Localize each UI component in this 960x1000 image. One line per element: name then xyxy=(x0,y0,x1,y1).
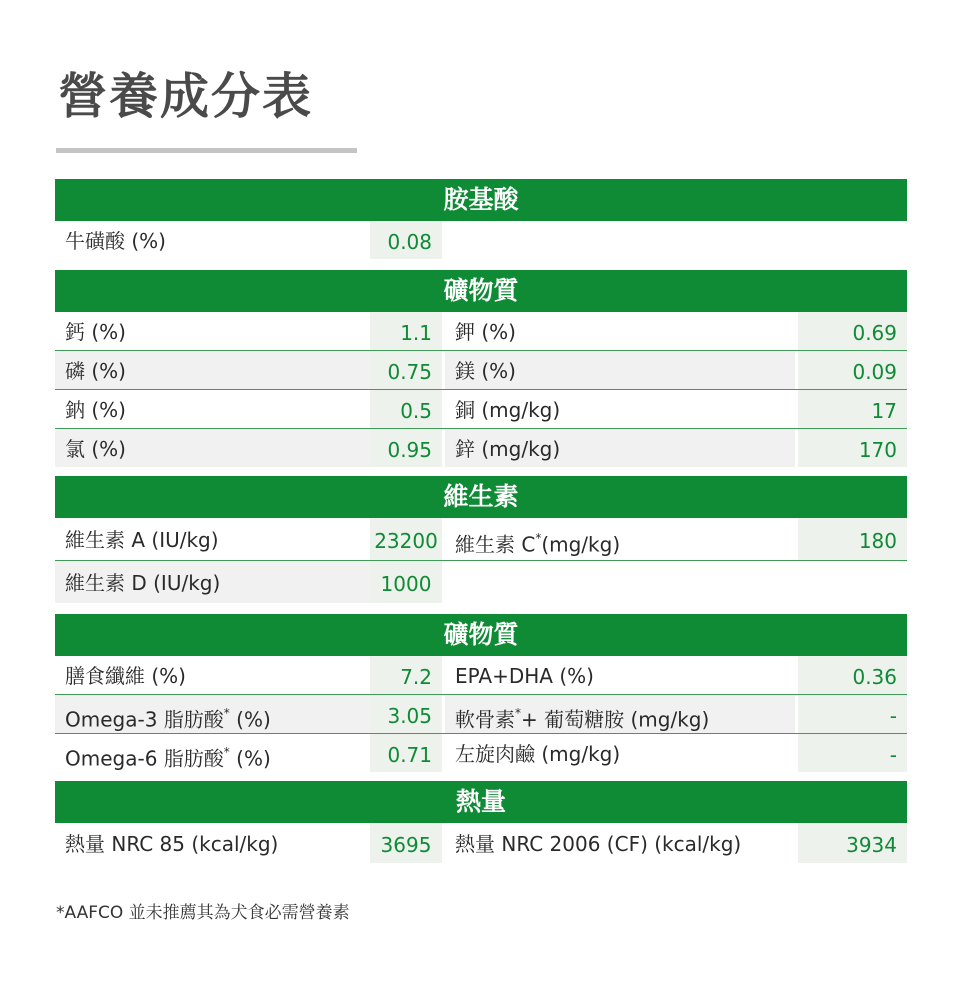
calcium-value: 1.1 xyxy=(370,312,442,350)
table-row xyxy=(55,518,907,561)
table-row xyxy=(55,695,907,734)
vitamin-a-value: 23200 xyxy=(370,518,442,560)
carnitine-value: - xyxy=(798,734,907,772)
potassium-value: 0.69 xyxy=(798,312,907,350)
energy-nrc2006-value: 3934 xyxy=(798,823,907,863)
table-row xyxy=(55,221,907,259)
sodium-value: 0.5 xyxy=(370,390,442,428)
chlorine-value: 0.95 xyxy=(370,429,442,467)
vitamin-d-value: 1000 xyxy=(370,561,442,603)
section-header-minerals: 礦物質 xyxy=(55,270,907,312)
table-row xyxy=(55,734,907,772)
chondroitin-value: - xyxy=(798,695,907,733)
epa-dha-value: 0.36 xyxy=(798,656,907,694)
phosphorus-label: 磷 (%) xyxy=(55,351,370,389)
magnesium-label: 鎂 (%) xyxy=(445,351,795,389)
title-underline xyxy=(56,148,357,153)
sodium-label: 鈉 (%) xyxy=(65,398,126,422)
omega6-label: Omega-6 脂肪酸* (%) xyxy=(65,745,271,771)
table-row xyxy=(55,312,907,351)
taurine-value: 0.08 xyxy=(370,221,442,259)
energy-nrc2006-label: 熱量 NRC 2006 (CF) (kcal/kg) xyxy=(455,832,742,856)
chondroitin-label: 軟骨素*+ 葡萄糖胺 (mg/kg) xyxy=(445,695,795,733)
table-row xyxy=(55,561,907,603)
fiber-value: 7.2 xyxy=(370,656,442,694)
chlorine-label: 氯 (%) xyxy=(55,429,370,467)
vitamin-c-value: 180 xyxy=(798,518,907,560)
vitamin-d-label: 維生素 D (IU/kg) xyxy=(55,561,370,603)
vitamin-c-label: 維生素 C*(mg/kg) xyxy=(455,531,621,557)
copper-label: 銅 (mg/kg) xyxy=(455,398,561,422)
energy-nrc85-value: 3695 xyxy=(370,823,442,863)
energy-nrc85-label: 熱量 NRC 85 (kcal/kg) xyxy=(65,832,279,856)
footnote: *AAFCO 並未推薦其為犬食必需營養素 xyxy=(56,903,350,923)
omega3-label: Omega-3 脂肪酸* (%) xyxy=(55,695,370,733)
phosphorus-value: 0.75 xyxy=(370,351,442,389)
zinc-label: 鋅 (mg/kg) xyxy=(445,429,795,467)
carnitine-label: 左旋肉鹼 (mg/kg) xyxy=(455,742,621,766)
calcium-label: 鈣 (%) xyxy=(65,320,126,344)
magnesium-value: 0.09 xyxy=(798,351,907,389)
section-header-energy: 熱量 xyxy=(55,781,907,823)
omega3-value: 3.05 xyxy=(370,695,442,733)
section-header-other-nutrients: 礦物質 xyxy=(55,614,907,656)
section-header-amino-acids: 胺基酸 xyxy=(55,179,907,221)
section-header-vitamins: 維生素 xyxy=(55,476,907,518)
table-row xyxy=(55,823,907,863)
taurine-label: 牛磺酸 (%) xyxy=(65,229,166,253)
table-row xyxy=(55,351,907,390)
table-row xyxy=(55,429,907,467)
page-title: 營養成分表 xyxy=(58,68,314,125)
omega6-value: 0.71 xyxy=(370,734,442,772)
table-row xyxy=(55,390,907,429)
table-row xyxy=(55,656,907,695)
potassium-label: 鉀 (%) xyxy=(455,320,516,344)
vitamin-a-label: 維生素 A (IU/kg) xyxy=(65,528,219,552)
zinc-value: 170 xyxy=(798,429,907,467)
copper-value: 17 xyxy=(798,390,907,428)
epa-dha-label: EPA+DHA (%) xyxy=(455,664,594,688)
fiber-label: 膳食纖維 (%) xyxy=(65,664,186,688)
